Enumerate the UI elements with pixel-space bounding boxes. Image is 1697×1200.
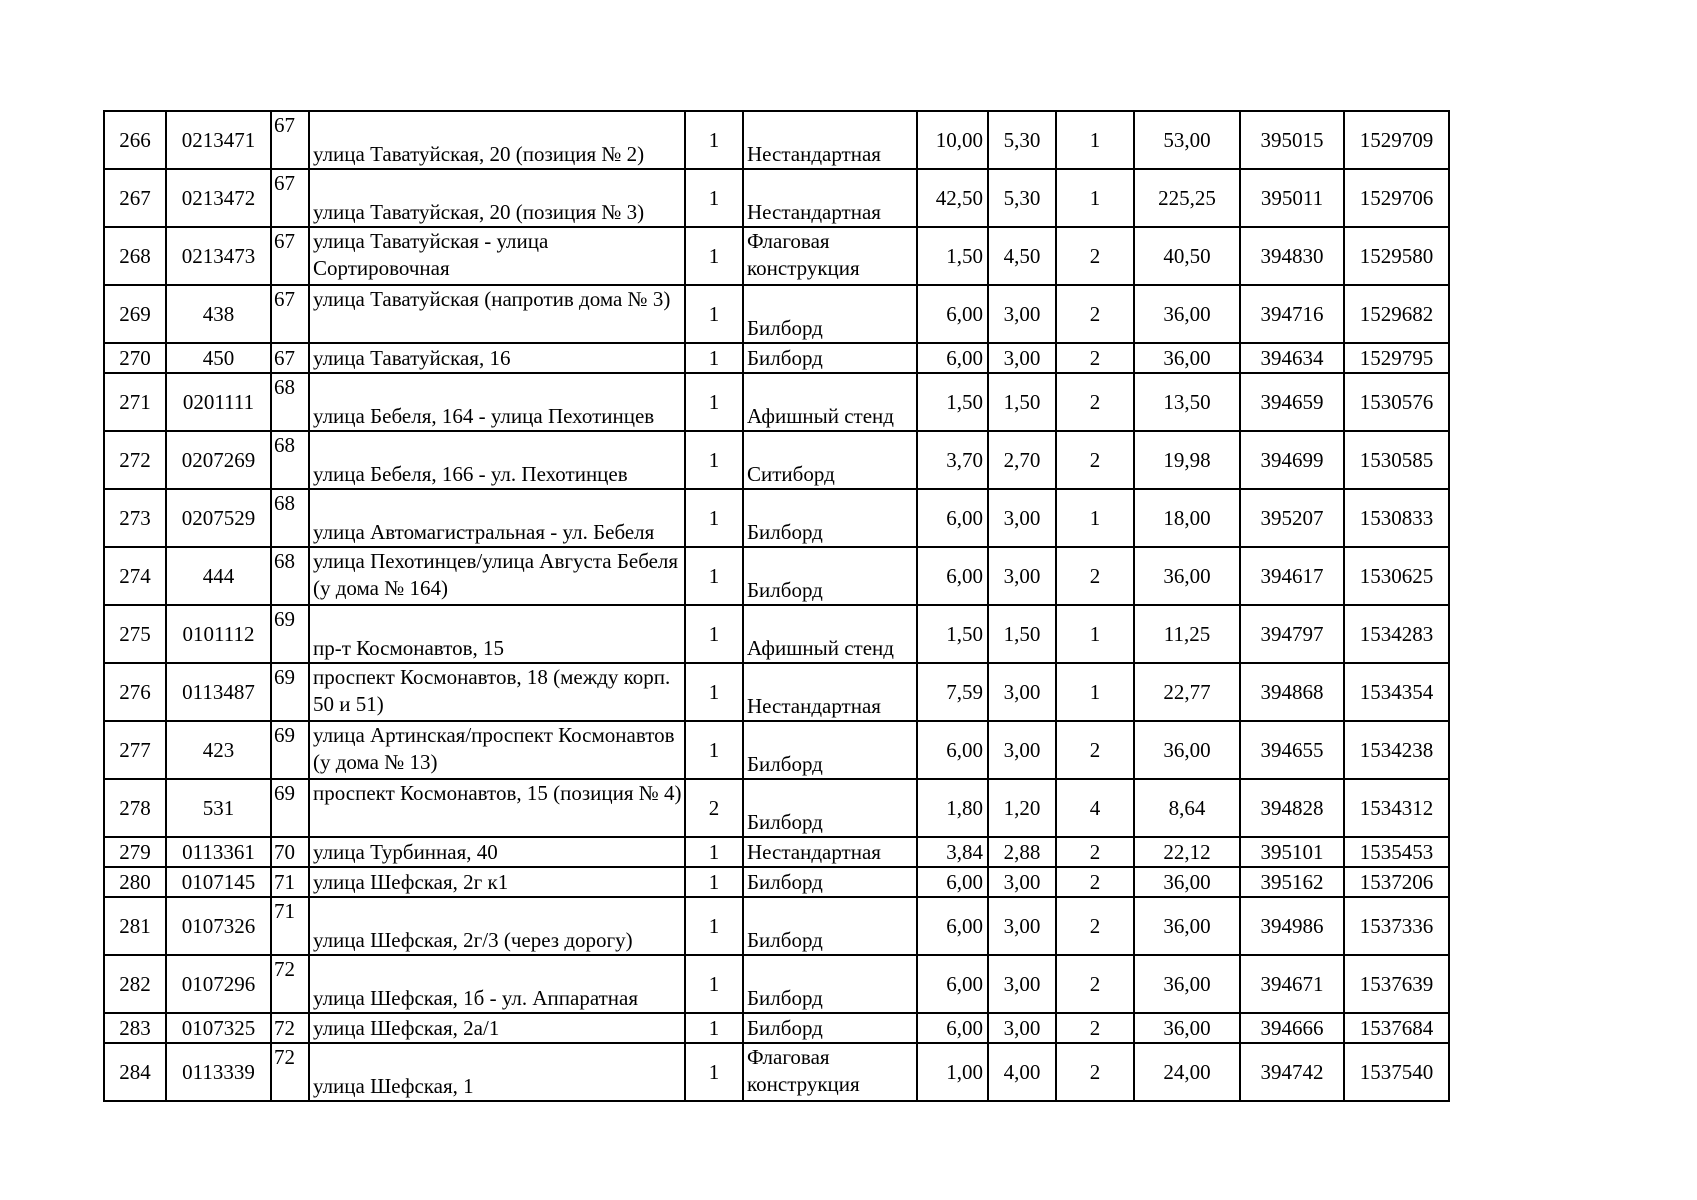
- cell-row-number: 283: [104, 1013, 166, 1043]
- cell-row-number: 266: [104, 111, 166, 169]
- cell-height: 4,50: [988, 227, 1056, 285]
- cell-y: 1530585: [1344, 431, 1449, 489]
- cell-district: 67: [271, 227, 309, 285]
- cell-y: 1530625: [1344, 547, 1449, 605]
- cell-code: 438: [166, 285, 271, 343]
- cell-district: 69: [271, 605, 309, 663]
- cell-code: 0213471: [166, 111, 271, 169]
- cell-height: 3,00: [988, 489, 1056, 547]
- table-row: [104, 779, 1449, 837]
- cell-area: 36,00: [1134, 1013, 1240, 1043]
- cell-address: пр-т Космонавтов, 15: [309, 605, 685, 663]
- table-row: [104, 1043, 1449, 1101]
- cell-district: 68: [271, 547, 309, 605]
- cell-area: 225,25: [1134, 169, 1240, 227]
- cell-district: 69: [271, 779, 309, 837]
- cell-row-number: 278: [104, 779, 166, 837]
- cell-district: 67: [271, 343, 309, 373]
- table-row: [104, 955, 1449, 1013]
- cell-district: 70: [271, 837, 309, 867]
- table-row: [104, 547, 1449, 605]
- cell-height: 4,00: [988, 1043, 1056, 1101]
- table-row: [104, 111, 1449, 169]
- cell-code: 0201111: [166, 373, 271, 431]
- cell-row-number: 279: [104, 837, 166, 867]
- cell-address: улица Таватуйская, 20 (позиция № 3): [309, 169, 685, 227]
- cell-width: 6,00: [917, 721, 988, 779]
- cell-address: улица Таватуйская, 20 (позиция № 2): [309, 111, 685, 169]
- cell-width: 6,00: [917, 547, 988, 605]
- table-body: [104, 111, 1449, 1101]
- cell-district: 69: [271, 663, 309, 721]
- cell-area: 36,00: [1134, 867, 1240, 897]
- cell-y: 1529706: [1344, 169, 1449, 227]
- cell-y: 1537336: [1344, 897, 1449, 955]
- cell-count: 1: [685, 285, 743, 343]
- cell-x: 394666: [1240, 1013, 1344, 1043]
- cell-type: Билборд: [743, 867, 917, 897]
- cell-count: 1: [685, 1043, 743, 1101]
- cell-width: 6,00: [917, 955, 988, 1013]
- cell-width: 7,59: [917, 663, 988, 721]
- cell-y: 1529709: [1344, 111, 1449, 169]
- cell-type: Нестандартная: [743, 837, 917, 867]
- cell-type: Билборд: [743, 343, 917, 373]
- cell-address: проспект Космонавтов, 15 (позиция № 4): [309, 779, 685, 837]
- cell-type: Билборд: [743, 721, 917, 779]
- cell-district: 69: [271, 721, 309, 779]
- cell-area: 36,00: [1134, 955, 1240, 1013]
- cell-code: 0207529: [166, 489, 271, 547]
- cell-area: 8,64: [1134, 779, 1240, 837]
- cell-area: 24,00: [1134, 1043, 1240, 1101]
- table-row: [104, 605, 1449, 663]
- cell-row-number: 284: [104, 1043, 166, 1101]
- cell-row-number: 281: [104, 897, 166, 955]
- cell-address: проспект Космонавтов, 18 (между корп. 50 и 51): [309, 663, 685, 721]
- cell-district: 67: [271, 285, 309, 343]
- cell-width: 6,00: [917, 343, 988, 373]
- cell-sides: 4: [1056, 779, 1134, 837]
- cell-sides: 1: [1056, 489, 1134, 547]
- cell-code: 423: [166, 721, 271, 779]
- cell-type: Нестандартная: [743, 169, 917, 227]
- cell-district: 67: [271, 169, 309, 227]
- cell-row-number: 273: [104, 489, 166, 547]
- table-row: [104, 867, 1449, 897]
- cell-type: Билборд: [743, 285, 917, 343]
- cell-type: Нестандартная: [743, 111, 917, 169]
- cell-row-number: 274: [104, 547, 166, 605]
- cell-row-number: 270: [104, 343, 166, 373]
- cell-sides: 2: [1056, 227, 1134, 285]
- cell-type: Билборд: [743, 1013, 917, 1043]
- cell-row-number: 275: [104, 605, 166, 663]
- cell-count: 1: [685, 663, 743, 721]
- cell-count: 1: [685, 169, 743, 227]
- cell-count: 1: [685, 955, 743, 1013]
- cell-area: 36,00: [1134, 547, 1240, 605]
- cell-count: 1: [685, 897, 743, 955]
- cell-y: 1529682: [1344, 285, 1449, 343]
- cell-district: 71: [271, 867, 309, 897]
- cell-x: 394797: [1240, 605, 1344, 663]
- cell-type: Ситиборд: [743, 431, 917, 489]
- cell-count: 1: [685, 431, 743, 489]
- advertising-structures-table: [103, 110, 1450, 1102]
- cell-type: Флаговая конструкция: [743, 227, 917, 285]
- cell-code: 0213472: [166, 169, 271, 227]
- cell-code: 0107145: [166, 867, 271, 897]
- cell-x: 394699: [1240, 431, 1344, 489]
- cell-height: 3,00: [988, 955, 1056, 1013]
- cell-district: 67: [271, 111, 309, 169]
- cell-y: 1529580: [1344, 227, 1449, 285]
- cell-type: Билборд: [743, 779, 917, 837]
- cell-row-number: 268: [104, 227, 166, 285]
- cell-x: 394742: [1240, 1043, 1344, 1101]
- cell-district: 72: [271, 1043, 309, 1101]
- cell-height: 3,00: [988, 721, 1056, 779]
- cell-y: 1534312: [1344, 779, 1449, 837]
- cell-type: Нестандартная: [743, 663, 917, 721]
- cell-x: 395162: [1240, 867, 1344, 897]
- cell-district: 72: [271, 1013, 309, 1043]
- cell-row-number: 277: [104, 721, 166, 779]
- cell-code: 0101112: [166, 605, 271, 663]
- cell-x: 394828: [1240, 779, 1344, 837]
- cell-sides: 2: [1056, 721, 1134, 779]
- cell-area: 36,00: [1134, 343, 1240, 373]
- cell-width: 3,84: [917, 837, 988, 867]
- cell-x: 395011: [1240, 169, 1344, 227]
- cell-area: 36,00: [1134, 285, 1240, 343]
- cell-x: 395207: [1240, 489, 1344, 547]
- cell-district: 71: [271, 897, 309, 955]
- cell-y: 1534238: [1344, 721, 1449, 779]
- table-row: [104, 285, 1449, 343]
- cell-address: улица Шефская, 1б - ул. Аппаратная: [309, 955, 685, 1013]
- cell-height: 2,70: [988, 431, 1056, 489]
- cell-address: улица Таватуйская - улица Сортировочная: [309, 227, 685, 285]
- cell-code: 0207269: [166, 431, 271, 489]
- table-row: [104, 663, 1449, 721]
- cell-area: 22,12: [1134, 837, 1240, 867]
- cell-x: 394655: [1240, 721, 1344, 779]
- cell-sides: 2: [1056, 431, 1134, 489]
- cell-width: 6,00: [917, 489, 988, 547]
- cell-district: 68: [271, 489, 309, 547]
- cell-sides: 2: [1056, 867, 1134, 897]
- cell-width: 6,00: [917, 867, 988, 897]
- cell-y: 1530833: [1344, 489, 1449, 547]
- cell-count: 1: [685, 373, 743, 431]
- cell-code: 0213473: [166, 227, 271, 285]
- cell-y: 1535453: [1344, 837, 1449, 867]
- cell-sides: 2: [1056, 1043, 1134, 1101]
- cell-height: 3,00: [988, 343, 1056, 373]
- table-row: [104, 1013, 1449, 1043]
- cell-address: улица Бебеля, 164 - улица Пехотинцев: [309, 373, 685, 431]
- cell-code: 0107296: [166, 955, 271, 1013]
- cell-width: 1,50: [917, 227, 988, 285]
- cell-address: улица Таватуйская (напротив дома № 3): [309, 285, 685, 343]
- cell-type: Билборд: [743, 547, 917, 605]
- cell-x: 394671: [1240, 955, 1344, 1013]
- cell-x: 394659: [1240, 373, 1344, 431]
- cell-sides: 1: [1056, 605, 1134, 663]
- cell-address: улица Шефская, 2а/1: [309, 1013, 685, 1043]
- cell-area: 11,25: [1134, 605, 1240, 663]
- cell-sides: 2: [1056, 343, 1134, 373]
- cell-address: улица Шефская, 2г к1: [309, 867, 685, 897]
- cell-area: 13,50: [1134, 373, 1240, 431]
- cell-count: 1: [685, 547, 743, 605]
- cell-type: Афишный стенд: [743, 373, 917, 431]
- cell-code: 0113339: [166, 1043, 271, 1101]
- cell-width: 6,00: [917, 1013, 988, 1043]
- cell-height: 2,88: [988, 837, 1056, 867]
- cell-width: 42,50: [917, 169, 988, 227]
- cell-code: 0113361: [166, 837, 271, 867]
- cell-x: 394716: [1240, 285, 1344, 343]
- cell-width: 1,00: [917, 1043, 988, 1101]
- cell-sides: 2: [1056, 285, 1134, 343]
- cell-row-number: 280: [104, 867, 166, 897]
- cell-type: Билборд: [743, 897, 917, 955]
- table-row: [104, 343, 1449, 373]
- cell-count: 1: [685, 867, 743, 897]
- cell-row-number: 272: [104, 431, 166, 489]
- cell-area: 18,00: [1134, 489, 1240, 547]
- cell-width: 1,50: [917, 605, 988, 663]
- cell-height: 3,00: [988, 867, 1056, 897]
- cell-row-number: 267: [104, 169, 166, 227]
- cell-sides: 1: [1056, 111, 1134, 169]
- cell-code: 0113487: [166, 663, 271, 721]
- cell-y: 1529795: [1344, 343, 1449, 373]
- cell-height: 3,00: [988, 1013, 1056, 1043]
- cell-y: 1534354: [1344, 663, 1449, 721]
- cell-height: 3,00: [988, 285, 1056, 343]
- cell-row-number: 282: [104, 955, 166, 1013]
- cell-y: 1534283: [1344, 605, 1449, 663]
- cell-area: 53,00: [1134, 111, 1240, 169]
- cell-type: Флаговая конструкция: [743, 1043, 917, 1101]
- cell-width: 3,70: [917, 431, 988, 489]
- cell-area: 40,50: [1134, 227, 1240, 285]
- cell-width: 10,00: [917, 111, 988, 169]
- cell-sides: 1: [1056, 169, 1134, 227]
- cell-row-number: 269: [104, 285, 166, 343]
- cell-count: 1: [685, 837, 743, 867]
- table-row: [104, 373, 1449, 431]
- table-row: [104, 721, 1449, 779]
- cell-sides: 2: [1056, 897, 1134, 955]
- cell-count: 1: [685, 1013, 743, 1043]
- cell-sides: 2: [1056, 373, 1134, 431]
- cell-height: 5,30: [988, 169, 1056, 227]
- cell-count: 1: [685, 489, 743, 547]
- cell-x: 394634: [1240, 343, 1344, 373]
- cell-sides: 2: [1056, 547, 1134, 605]
- cell-area: 36,00: [1134, 897, 1240, 955]
- cell-type: Билборд: [743, 489, 917, 547]
- cell-y: 1537206: [1344, 867, 1449, 897]
- cell-height: 3,00: [988, 547, 1056, 605]
- cell-code: 450: [166, 343, 271, 373]
- cell-y: 1537684: [1344, 1013, 1449, 1043]
- cell-width: 6,00: [917, 285, 988, 343]
- cell-address: улица Бебеля, 166 - ул. Пехотинцев: [309, 431, 685, 489]
- table-row: [104, 227, 1449, 285]
- cell-height: 3,00: [988, 663, 1056, 721]
- cell-sides: 2: [1056, 837, 1134, 867]
- cell-row-number: 271: [104, 373, 166, 431]
- cell-count: 1: [685, 721, 743, 779]
- cell-x: 395101: [1240, 837, 1344, 867]
- cell-count: 1: [685, 605, 743, 663]
- cell-address: улица Шефская, 2г/3 (через дорогу): [309, 897, 685, 955]
- cell-area: 22,77: [1134, 663, 1240, 721]
- cell-height: 3,00: [988, 897, 1056, 955]
- cell-height: 1,50: [988, 605, 1056, 663]
- cell-district: 68: [271, 373, 309, 431]
- cell-code: 0107325: [166, 1013, 271, 1043]
- cell-area: 19,98: [1134, 431, 1240, 489]
- table-row: [104, 897, 1449, 955]
- cell-code: 0107326: [166, 897, 271, 955]
- cell-area: 36,00: [1134, 721, 1240, 779]
- cell-address: улица Таватуйская, 16: [309, 343, 685, 373]
- cell-code: 531: [166, 779, 271, 837]
- cell-district: 68: [271, 431, 309, 489]
- cell-width: 1,50: [917, 373, 988, 431]
- cell-sides: 2: [1056, 955, 1134, 1013]
- cell-x: 395015: [1240, 111, 1344, 169]
- cell-y: 1537639: [1344, 955, 1449, 1013]
- cell-row-number: 276: [104, 663, 166, 721]
- table-row: [104, 837, 1449, 867]
- cell-count: 2: [685, 779, 743, 837]
- cell-district: 72: [271, 955, 309, 1013]
- cell-height: 1,20: [988, 779, 1056, 837]
- cell-type: Билборд: [743, 955, 917, 1013]
- cell-y: 1537540: [1344, 1043, 1449, 1101]
- cell-y: 1530576: [1344, 373, 1449, 431]
- cell-width: 6,00: [917, 897, 988, 955]
- cell-count: 1: [685, 111, 743, 169]
- cell-count: 1: [685, 343, 743, 373]
- cell-x: 394986: [1240, 897, 1344, 955]
- cell-x: 394830: [1240, 227, 1344, 285]
- cell-height: 5,30: [988, 111, 1056, 169]
- table-row: [104, 489, 1449, 547]
- cell-height: 1,50: [988, 373, 1056, 431]
- cell-address: улица Артинская/проспект Космонавтов (у дома № 13): [309, 721, 685, 779]
- cell-code: 444: [166, 547, 271, 605]
- cell-x: 394617: [1240, 547, 1344, 605]
- cell-type: Афишный стенд: [743, 605, 917, 663]
- cell-width: 1,80: [917, 779, 988, 837]
- table-row: [104, 431, 1449, 489]
- cell-sides: 1: [1056, 663, 1134, 721]
- cell-x: 394868: [1240, 663, 1344, 721]
- table-row: [104, 169, 1449, 227]
- cell-address: улица Турбинная, 40: [309, 837, 685, 867]
- cell-address: улица Пехотинцев/улица Августа Бебеля (у дома № 164): [309, 547, 685, 605]
- cell-address: улица Автомагистральная - ул. Бебеля: [309, 489, 685, 547]
- cell-address: улица Шефская, 1: [309, 1043, 685, 1101]
- cell-count: 1: [685, 227, 743, 285]
- cell-sides: 2: [1056, 1013, 1134, 1043]
